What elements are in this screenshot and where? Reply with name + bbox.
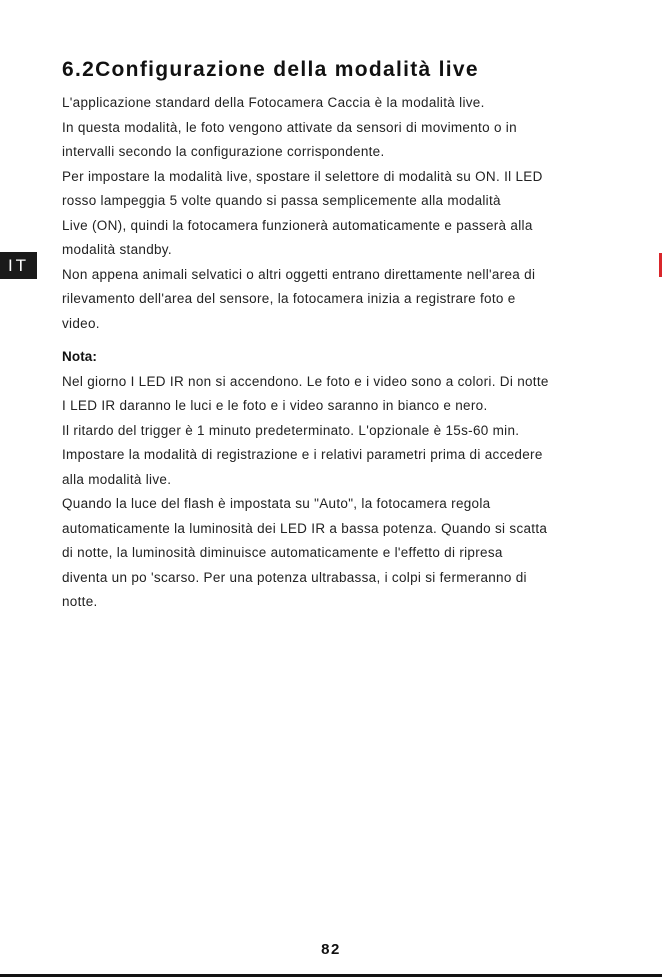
note-heading: Nota: <box>62 349 97 364</box>
note-line: notte. <box>62 594 98 609</box>
paragraph-line: In questa modalità, le foto vengono attivate da sensori di movimento o in <box>62 119 517 135</box>
paragraph-line: modalità standby. <box>62 242 172 257</box>
note-line: alla modalità live. <box>62 471 172 487</box>
section-body <box>62 91 632 615</box>
paragraph-line: L'applicazione standard della Fotocamera Caccia è la modalità live. <box>62 95 485 110</box>
note-line: di notte, la luminosità diminuisce automaticamente e l'effetto di ripresa <box>62 545 503 560</box>
paragraph-line: intervalli secondo la configurazione corrispondente. <box>62 144 385 159</box>
note-line: I LED IR daranno le luci e le foto e i video saranno in bianco e nero. <box>62 398 488 413</box>
section-title: 6.2Configurazione della modalità live <box>62 58 479 81</box>
note-line: Impostare la modalità di registrazione e i relativi parametri prima di accedere <box>62 447 543 462</box>
note-line: Il ritardo del trigger è 1 minuto predeterminato. L'opzionale è 15s-60 min. <box>62 422 520 438</box>
note-line: diventa un po 'scarso. Per una potenza ultrabassa, i colpi si fermeranno di <box>62 569 527 585</box>
paragraph-line: rosso lampeggia 5 volte quando si passa semplicemente alla modalità <box>62 193 501 208</box>
note-line: Nel giorno I LED IR non si accendono. Le foto e i video sono a colori. Di notte <box>62 373 549 389</box>
paragraph-line: rilevamento dell'area del sensore, la fotocamera inizia a registrare foto e <box>62 291 516 306</box>
paragraph-line: Per impostare la modalità live, spostare il selettore di modalità su ON. Il LED <box>62 168 543 184</box>
page-number: 82 <box>321 941 341 958</box>
paragraph-line: Non appena animali selvatici o altri oggetti entrano direttamente nell'area di <box>62 266 536 282</box>
paragraph-line: Live (ON), quindi la fotocamera funzionerà automaticamente e passerà alla <box>62 217 533 233</box>
note-line: automaticamente la luminosità dei LED IR a bassa potenza. Quando si scatta <box>62 520 548 536</box>
note-line: Quando la luce del flash è impostata su "Auto", la fotocamera regola <box>62 496 491 511</box>
paragraph-line: video. <box>62 315 100 331</box>
language-tab: IT <box>0 252 37 279</box>
